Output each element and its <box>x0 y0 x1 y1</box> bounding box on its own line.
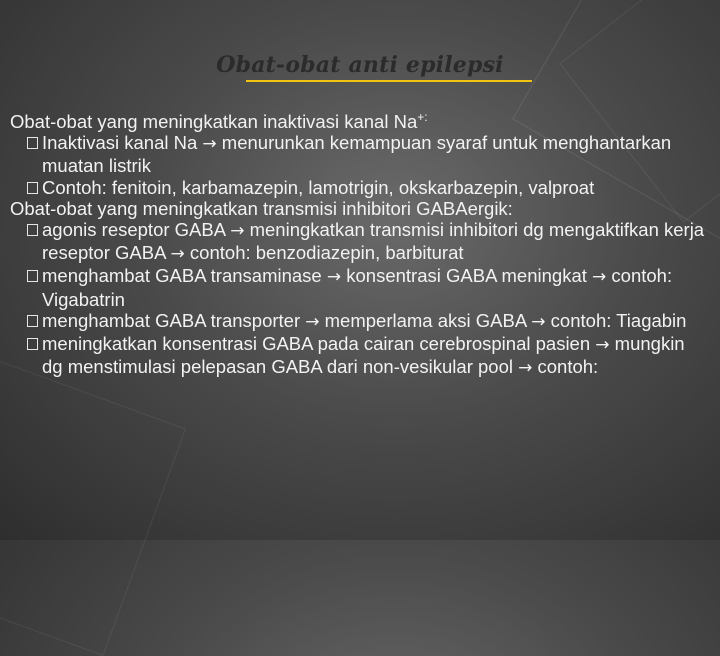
bullet-item: Contoh: fenitoin, karbamazepin, lamotrigin, okskarbazepin, valproat <box>10 177 710 198</box>
bullet-item: menghambat GABA transporter → memperlama aksi GABA → contoh: Tiagabin <box>10 310 710 333</box>
checkbox-square-icon <box>27 224 38 236</box>
bullet-item: Inaktivasi kanal Na → menurunkan kemampuan syaraf untuk menghantarkan muatan listrik <box>10 132 710 176</box>
paragraph-sodium-channel: Obat-obat yang meningkatkan inaktivasi kanal Na+: <box>10 109 428 132</box>
checkbox-square-icon <box>27 137 38 149</box>
bullet-item: agonis reseptor GABA → meningkatkan transmisi inhibitori dg mengaktifkan kerja reseptor GABA → contoh: benzodiazepin, barbiturat <box>10 219 710 265</box>
right-arrow-icon: → <box>202 134 217 155</box>
checkbox-square-icon <box>27 182 38 194</box>
decorative-square <box>0 346 186 656</box>
right-arrow-icon: → <box>518 358 533 379</box>
title-underline <box>246 80 532 82</box>
bullet-item: menghambat GABA transaminase → konsentrasi GABA meningkat → contoh: Vigabatrin <box>10 265 710 309</box>
checkbox-square-icon <box>27 315 38 327</box>
paragraph-gaba: Obat-obat yang meningkatkan transmisi inhibitori GABAergik: <box>10 197 513 219</box>
right-arrow-icon: → <box>592 267 607 288</box>
right-arrow-icon: → <box>326 267 342 288</box>
bullet-item: meningkatkan konsentrasi GABA pada cairan cerebrospinal pasien → mungkin dg menstimulasi pelepasan GABA dari non-vesikular pool → contoh: <box>10 333 710 379</box>
right-arrow-icon: → <box>595 335 610 356</box>
right-arrow-icon: → <box>170 244 185 265</box>
right-arrow-icon: → <box>531 311 546 332</box>
right-arrow-icon: → <box>230 221 245 242</box>
checkbox-square-icon <box>27 338 38 350</box>
right-arrow-icon: → <box>305 311 320 332</box>
checkbox-square-icon <box>27 270 38 282</box>
slide-title: Obat-obat anti epilepsi <box>216 52 504 78</box>
slide-body <box>10 111 710 379</box>
